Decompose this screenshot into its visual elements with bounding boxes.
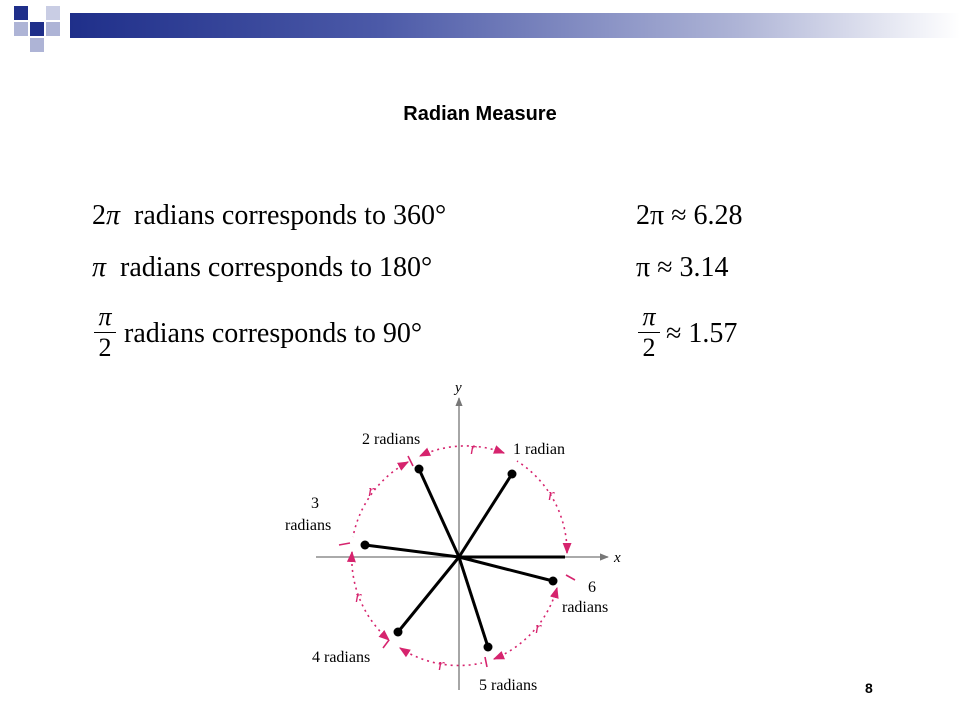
- endpoint-dot-2: [415, 465, 424, 474]
- y-axis-label: y: [455, 380, 462, 396]
- arc-label-r: r: [548, 485, 555, 504]
- equation-row-3: radians corresponds to 90°: [124, 318, 423, 349]
- fraction-pi-over-2: π 2: [94, 302, 116, 363]
- radius-3: [365, 545, 459, 557]
- label-4-radians: 4 radians: [312, 649, 371, 666]
- radius-1: [459, 474, 512, 557]
- approx-row-3: ≈ 1.57: [666, 318, 738, 349]
- endpoint-dot-1: [508, 470, 517, 479]
- endpoint-dot-4: [394, 628, 403, 637]
- arc-label-r: r: [470, 439, 477, 458]
- slide-title: Radian Measure: [403, 103, 557, 125]
- x-axis-label: x: [614, 550, 621, 566]
- radius-2: [419, 469, 459, 557]
- endpoint-dot-3: [361, 541, 370, 550]
- equation-row-1: 2π radians corresponds to 360°: [92, 200, 447, 231]
- label-3: 3: [311, 495, 319, 512]
- label-6-radians: radians: [562, 599, 609, 616]
- arc-label-r: r: [438, 655, 445, 674]
- label-1-radian: 1 radian: [513, 441, 565, 458]
- label-2-radians: 2 radians: [362, 431, 421, 448]
- approx-row-1: 2π ≈ 6.28: [636, 200, 743, 231]
- radius-5: [459, 557, 488, 647]
- equation-row-2: π radians corresponds to 180°: [92, 252, 433, 283]
- approx-row-2: π ≈ 3.14: [636, 252, 729, 283]
- label-6: 6: [588, 579, 596, 596]
- label-5-radians: 5 radians: [479, 677, 538, 694]
- page-number: 8: [865, 680, 873, 696]
- radius-6: [459, 557, 553, 581]
- label-3-radians: radians: [285, 517, 332, 534]
- approx-fraction-pi-over-2: π 2: [638, 302, 660, 363]
- endpoint-dot-6: [549, 577, 558, 586]
- arc-label-r: r: [535, 618, 542, 637]
- radius-4: [398, 557, 459, 632]
- arc-label-r: r: [355, 587, 362, 606]
- endpoint-dot-5: [484, 643, 493, 652]
- arc-label-r: r: [368, 481, 375, 500]
